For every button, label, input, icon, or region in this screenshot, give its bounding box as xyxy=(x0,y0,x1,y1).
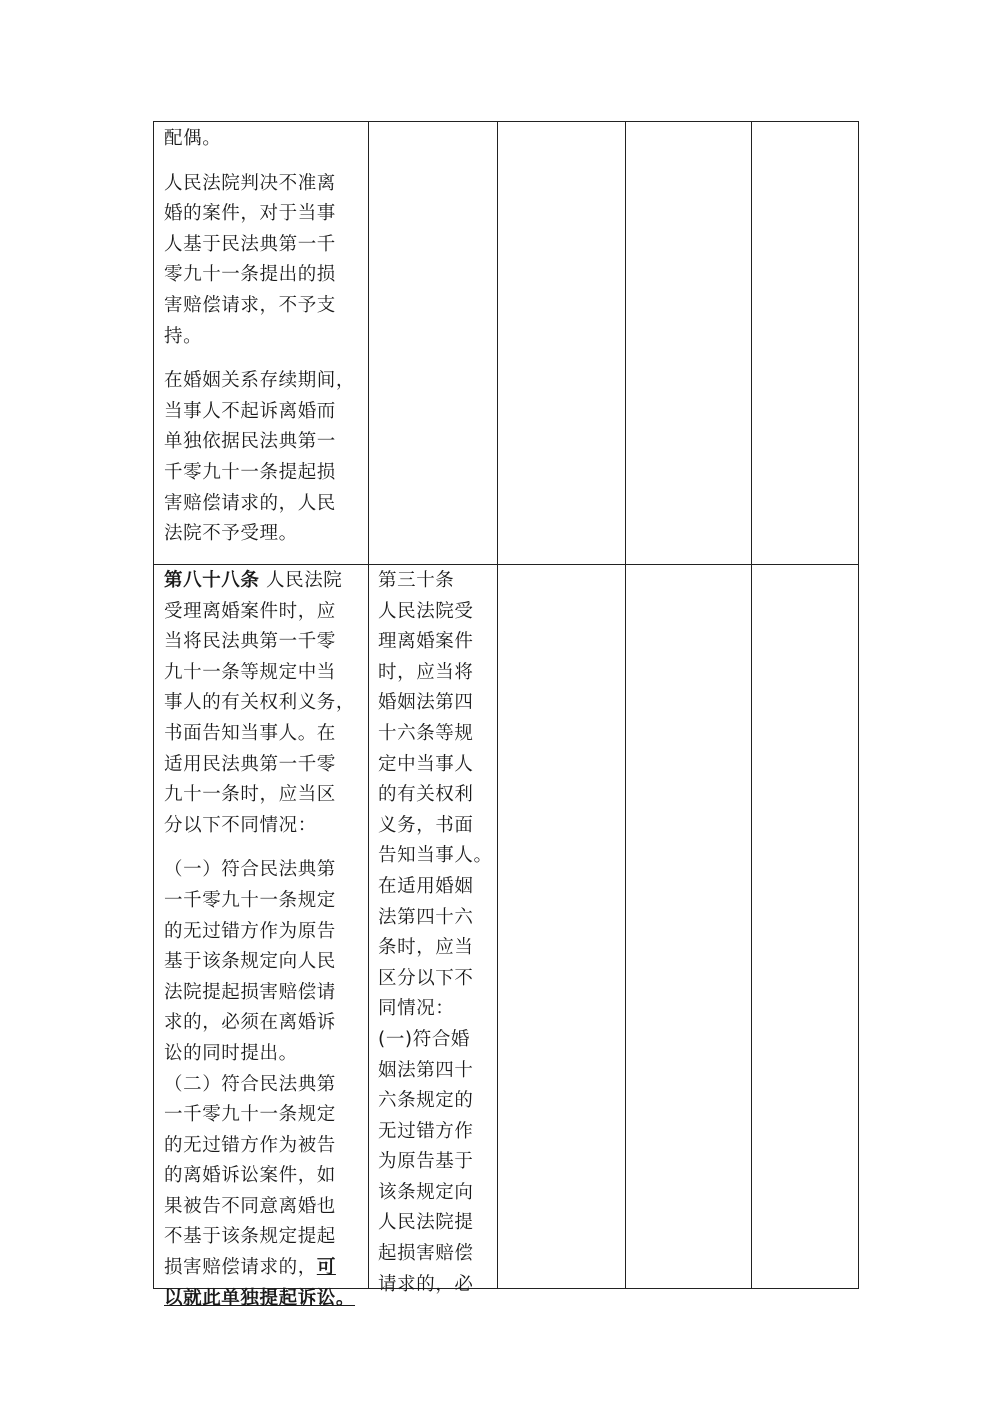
emphasis-text: 以就此单独提起诉讼。 xyxy=(164,1287,356,1309)
column-divider xyxy=(368,122,369,1288)
paragraph: （二）符合民法典第 一千零九十一条规定 的无过错方作为被告 的离婚诉讼案件，如 果被告不同意离婚也 不基于该条规定提起 损害赔偿请求的，可 以就此单独提起诉讼。 xyxy=(164,1073,356,1309)
paragraph: 第三十条 人民法院受 理离婚案件 时，应当将 婚姻法第四 十六条等规 定中当事人 的有关权利 义务，书面 告知当事人。 在适用婚姻 法第四十六 条时，应当 区分以下不 同情况： (一)符合婚 姻法第四十 六条规定的 无过错方作 为原告基于 该条规定向 人民法院提 起损害赔偿 请求的，必 xyxy=(378,570,493,1295)
paragraph: 在婚姻关系存续期间， 当事人不起诉离婚而 单独依据民法典第一 千零九十一条提起损 害赔偿请求的，人民 法院不予受理。 xyxy=(164,370,356,545)
row1-col1-cell xyxy=(164,124,362,550)
paragraph: 配偶。 xyxy=(164,128,222,149)
comparison-table xyxy=(153,121,859,1309)
row2-col2-cell xyxy=(378,566,502,1300)
emphasis-text: 可 xyxy=(316,1257,336,1279)
row-divider xyxy=(154,564,858,565)
paragraph: 第八十八条 人民法院 受理离婚案件时，应 当将民法典第一千零 九十一条等规定中当 事人的有关权利义务， 书面告知当事人。在 适用民法典第一千零 九十一条时，应当区 分以下不同情况： xyxy=(164,570,356,836)
paragraph: （一）符合民法典第 一千零九十一条规定 的无过错方作为原告 基于该条规定向人民 法院提起损害赔偿请 求的，必须在离婚诉 讼的同时提出。 xyxy=(164,859,336,1064)
row2-col1-cell xyxy=(164,566,362,1314)
paragraph: 人民法院判决不准离 婚的案件，对于当事 人基于民法典第一千 零九十一条提出的损 害赔偿请求，不予支 持。 xyxy=(164,172,336,347)
column-divider xyxy=(625,122,626,1288)
column-divider xyxy=(751,122,752,1288)
article-title: 第八十八条 xyxy=(164,570,260,591)
